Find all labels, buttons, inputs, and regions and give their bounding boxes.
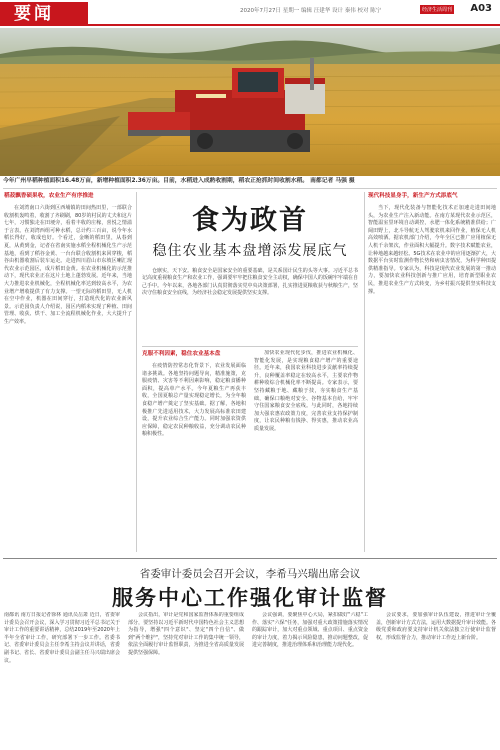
page-badge: 经济生活周刊 [421, 7, 452, 13]
photo-caption: 今年广州早稻种植面积16.48万亩，新增种植面积2.36万亩。目前，水稻进入成熟收割期，稻农正抢抓时间收割水稻。 南都记者 马强 摄 [3, 178, 355, 184]
bottom-kicker: 省委审计委员会召开会议，李希马兴瑞出席会议 [139, 568, 361, 580]
divider [3, 558, 497, 559]
divider [136, 192, 137, 552]
lead-paragraph: 仓廪实，天下安。粮食安全是国家安全的重要基础，是关系国计民生的头等大事。习近平总书记高度重视粮食生产和农业工作，强调要牢牢把住粮食安全主动权，确保中国人的饭碗牢牢端在自己手中。今年以来，各地各部门认真贯彻落实党中央决策部署，扎实推进夏粮收获与秋粮生产，坚决守住粮食安全底线，为经济社会稳定发展提供坚实支撑。 [142, 268, 358, 297]
divider [142, 346, 358, 347]
masthead [0, 0, 500, 26]
bottom-col-2: 会议指出，审计是党和国家监督体系的重要组成部分，要坚持以习近平新时代中国特色社会主义思想为指导，增强"四个意识"、坚定"四个自信"、做到"两个维护"，坚持党对审计工作的集中统一领导，依法全面履行审计监督职责，为推进全省高质量发展提供坚强保障。 [128, 612, 244, 656]
main-subheadline: 稳住农业基本盘增添发展底气 [152, 243, 348, 259]
left-article [4, 192, 132, 554]
center-body-a: 在疫情防控常态化背景下，农业发展面临诸多挑战。各地坚持问题导向，精准施策，克服疫情、灾害等不利因素影响，稳定粮食播种面积，提高单产水平。今年夏粮生产再获丰收，全国夏粮总产量实现稳定增长，为全年粮食稳产增产奠定了坚实基础。据了解，各地积极推广先进适用技术，大力发展高标准农田建设，提升农业综合生产能力。同时加强农资供应保障，稳定农民种粮收益，充分调动农民种粮积极性。 [142, 363, 246, 438]
bottom-headline: 服务中心工作强化审计监督 [112, 585, 388, 610]
page-number: A03 [470, 3, 492, 14]
date-line: 2020年7月27日 星期一 编辑 汪建华 设计 秦伟 校对 陈宁 [240, 8, 382, 14]
right-article [368, 192, 496, 554]
center-subtitle: 克服不利因素，稳住农业基本盘 [142, 351, 221, 357]
bottom-col-4: 会议要求，要加强审计队伍建设，推进审计全覆盖，创新审计方式方法，运用大数据提升审计效能。各级党委和政府要支持审计机关依法独立行使审计监督权，形成监督合力，推动审计工作迈上新台阶。 [376, 612, 496, 641]
bottom-col-1: 南都讯 南方日报记者徐林 通讯员岳萧 近日，省委审计委员会召开会议，深入学习贯彻习近平总书记关于审计工作的重要讲话精神，总结2019年至2020年上半年全省审计工作，研究部署下一步工作。省委书记、省委审计委员会主任李希主持会议并讲话，省委副书记、省长、省委审计委员会副主任马兴瑞出席会议。 [4, 612, 120, 664]
right-subtitle: 现代科技显身手，新生产方式添底气 [368, 193, 458, 199]
section-tag: 要闻 [0, 2, 88, 26]
center-article [142, 350, 246, 554]
divider [364, 192, 365, 552]
bottom-col-3: 会议强调，要聚焦中心大局，紧扣做好"六稳"工作、落实"六保"任务，加强对重大政策措施落实情况的跟踪审计，加大对重点领域、重点项目、重点资金的审计力度，着力揭示风险隐患，推动问题整改，促进完善制度，推进治理体系和治理能力现代化。 [252, 612, 368, 649]
masthead-rule [88, 24, 500, 26]
harvest-field-illustration [0, 28, 500, 176]
main-headline: 食为政首 [192, 205, 308, 236]
left-subtitle: 稻菽飘香硕果收，农业生产有序推进 [4, 193, 94, 199]
divider [3, 188, 497, 189]
right-body: 当下，现代化装备与智能化技术正加速走进田间地头，为农业生产注入新动能。在南方某现代农业示范区，智能温室里环境自动调控，水肥一体化系统精准供给；广阔田野上，北斗导航无人驾驶农机来回作业，植保无人机高效喷洒。据农机部门介绍，今年全区已推广应用植保无人机千余架次，作业面积大幅提升。数字技术赋能农业，让种地越来越轻松。5G技术在农业中的应用逐渐扩大，大数据平台实时监测作物长势和病虫害情况，为科学种田提供精准指导。专家认为，科技是现代农业发展的第一推动力，要加快农业科技创新与推广应用，培育新型职业农民，推进农业生产方式转变，为乡村振兴提供坚实科技支撑。 [368, 205, 496, 295]
lead-photo [0, 28, 500, 176]
center-article-cont [254, 350, 358, 554]
left-body: 在刘湾南口六街到区西埔镇的田间热田里，一部联合收割机轰鸣着，收割了齐刷刷，80岁的村民的丈夫和这片七年，习惯独走在田埂旁，看着丰收的庄稼，喜悦之情溢于言表。在刘湾西组可种水稻，总计约三百亩，说今年水稻长得好，收成也好。个看过，金晰的稻田里，从春到夏，从黄到金，记者在省南实施水稻全程机械化生产示范基地，看到了稻谷金黄、一台台联合收割机来回穿梭，稻谷由机器收割后装车运走。走进四川眉山市东坡区喇汇现代农业示范园区，成片稻田金黄。在农业机械化的示范推动下，现代农业正在这片土地上蓬勃发展。近年来，当地大力推进农业机械化，全程机械化率达到较高水平，为农业增产增收提供了有力支撑。一望无际的稻田里，无人机在空中作业，机器在田间穿行，打造现代化的农业新风景。示范园负责人介绍说，园区内稻米实现了种植、田间管理、收获、烘干、加工全流程机械化作业，大大提升了生产效率。 [4, 205, 132, 325]
center-body-b: 加快农业现代化步伐，推进农业机械化、智能化发展，是实现粮食稳产增产的重要途径。近年来，我国农业科技进步贡献率持续提升，良种覆盖率稳定在较高水平，主要农作物耕种收综合机械化率不断提高。专家表示，要坚持藏粮于地、藏粮于技，夯实粮食生产基础，确保口粮绝对安全、谷物基本自给，牢牢守住国家粮食安全底线。与此同时，各地持续加大强农惠农政策力度，完善农业支持保护制度，让农民种粮有钱挣、得实惠，推动农业高质量发展。 [254, 350, 358, 432]
